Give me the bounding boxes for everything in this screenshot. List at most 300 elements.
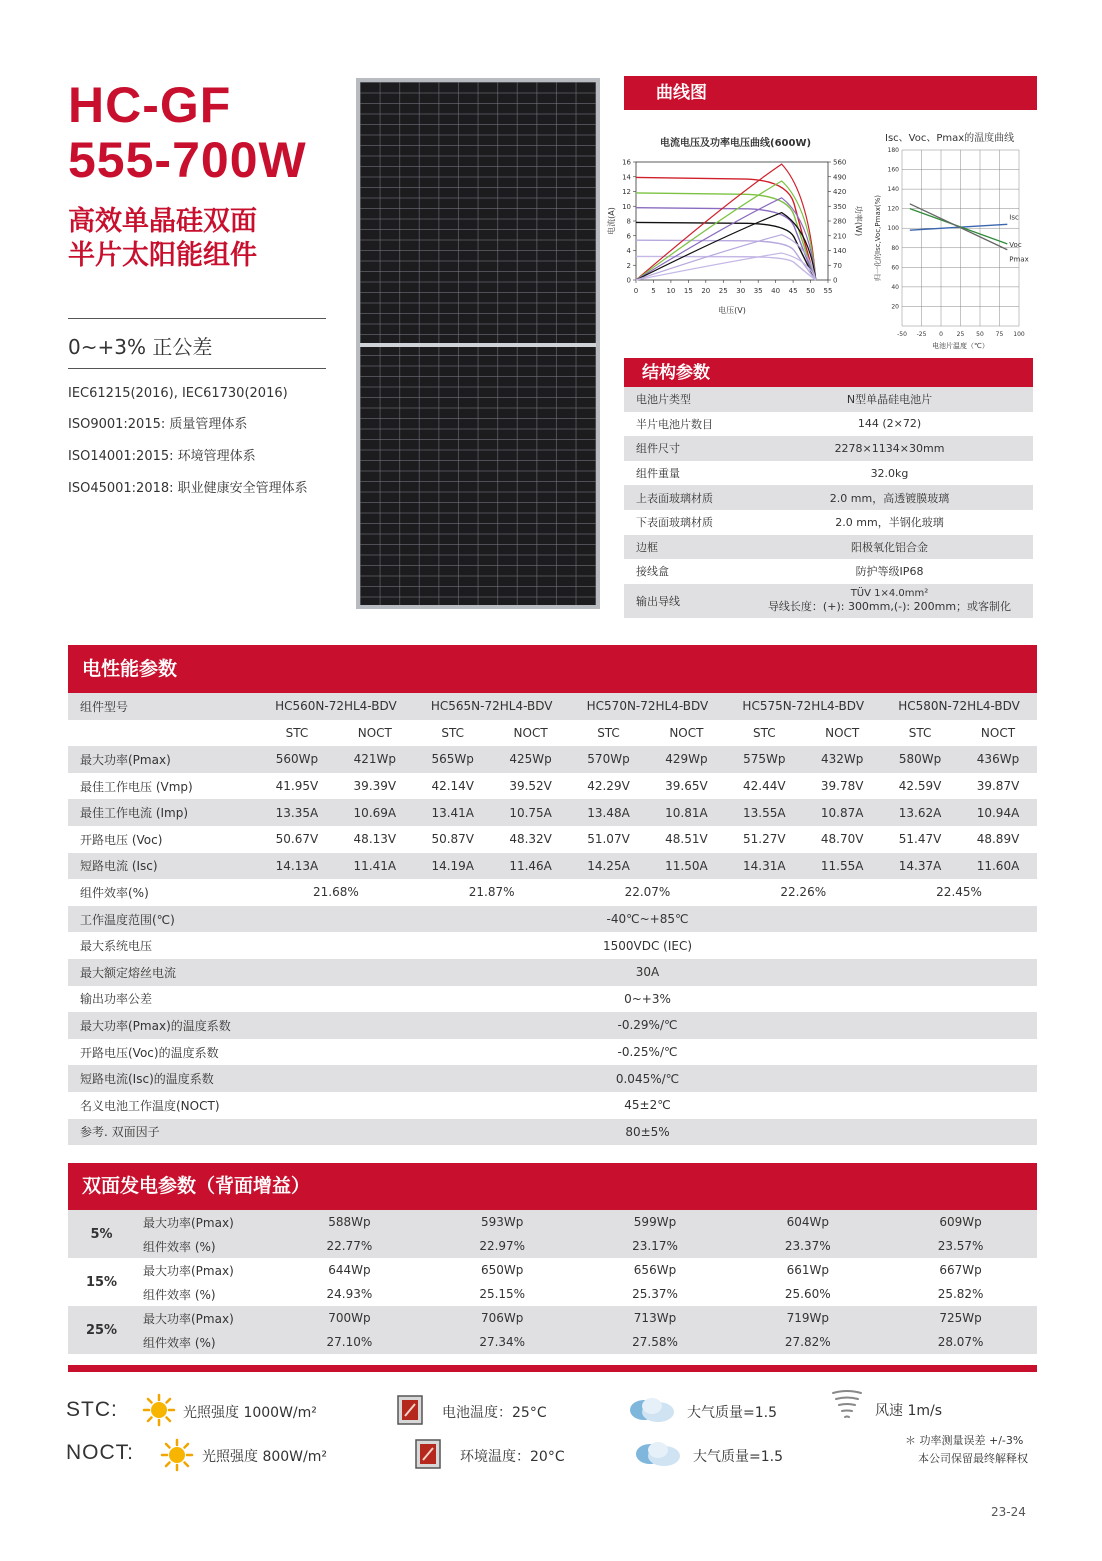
parameter-value: 436Wp bbox=[959, 746, 1037, 773]
efficiency-row bbox=[68, 879, 1037, 906]
common-parameter-row bbox=[68, 959, 1037, 986]
cert-iso9001: ISO9001:2015: 质量管理体系 bbox=[68, 417, 248, 432]
y2-tick-label: 350 bbox=[833, 202, 847, 211]
parameter-value: 13.62A bbox=[881, 799, 959, 826]
y-tick-label: 16 bbox=[622, 158, 631, 167]
structure-row bbox=[624, 485, 1033, 510]
structure-row bbox=[624, 461, 1033, 486]
y-tick-label: 2 bbox=[626, 261, 631, 270]
structure-label: 接线盒 bbox=[636, 565, 669, 579]
pmax-label: 最大功率(Pmax) bbox=[135, 1306, 273, 1330]
parameter-value: 10.94A bbox=[959, 799, 1037, 826]
y-axis-label: 归一化的Isc,Voc,Pmax(%) bbox=[874, 195, 882, 281]
parameter-row bbox=[68, 773, 1037, 800]
power-tolerance: 0~+3% 正公差 bbox=[68, 335, 213, 359]
common-parameter-value: -0.29%/℃ bbox=[258, 1012, 1037, 1039]
cell-temperature-icon bbox=[396, 1394, 424, 1426]
efficiency-label: 组件效率 (%) bbox=[135, 1234, 273, 1258]
bifacial-efficiency-value: 23.17% bbox=[579, 1234, 732, 1258]
y-tick-label: 10 bbox=[622, 202, 631, 211]
efficiency-value: 21.68% bbox=[313, 885, 359, 900]
parameter-value: 425Wp bbox=[492, 746, 570, 773]
panel-center-busbar bbox=[360, 343, 596, 347]
bifacial-section-header: 双面发电参数（背面增益） bbox=[68, 1163, 1037, 1210]
structure-label: 输出导线 bbox=[624, 584, 746, 618]
structure-value-text: 32.0kg bbox=[870, 466, 909, 480]
structure-label: 组件重量 bbox=[636, 467, 680, 481]
bifacial-pmax-value: 588Wp bbox=[273, 1210, 426, 1234]
bifacial-pmax-value: 700Wp bbox=[273, 1306, 426, 1330]
parameter-value: 575Wp bbox=[725, 746, 803, 773]
structure-label: 上表面玻璃材质 bbox=[624, 485, 746, 510]
parameter-label: 最佳工作电压 (Vmp) bbox=[80, 779, 193, 794]
parameter-value: 13.55A bbox=[725, 799, 803, 826]
gain-level: 15% bbox=[85, 1274, 118, 1290]
parameter-value: 39.87V bbox=[976, 779, 1020, 794]
model-row bbox=[68, 693, 1037, 720]
y2-tick-label: 140 bbox=[833, 247, 847, 255]
bifacial-group bbox=[68, 1306, 1037, 1354]
bifacial-efficiency-row bbox=[68, 1234, 1037, 1258]
parameter-value: 41.95V bbox=[275, 779, 319, 794]
common-parameter-label: 最大额定熔丝电流 bbox=[68, 959, 258, 986]
common-parameter-value: -0.25%/℃ bbox=[617, 1045, 678, 1060]
temperature-curve-chart bbox=[868, 142, 1033, 352]
y2-tick-label: 70 bbox=[833, 261, 842, 270]
common-parameter-value: 80±5% bbox=[258, 1119, 1037, 1146]
structure-row bbox=[624, 412, 1033, 437]
x-tick-label: 35 bbox=[753, 287, 763, 295]
parameter-value: 42.59V bbox=[898, 779, 942, 794]
divider-top bbox=[68, 318, 326, 319]
structure-label: 半片电池片数目 bbox=[636, 417, 713, 431]
common-parameter-value: 0.045%/℃ bbox=[258, 1065, 1037, 1092]
parameter-value: 565Wp bbox=[414, 746, 492, 773]
parameter-value: 13.35A bbox=[258, 799, 336, 826]
pv-curve bbox=[636, 181, 816, 280]
parameter-value: 14.31A bbox=[725, 853, 803, 880]
parameter-label: 最大功率(Pmax) bbox=[68, 746, 258, 773]
parameter-value: 13.48A bbox=[570, 799, 648, 826]
model-name: HC580N-72HL4-BDV bbox=[881, 693, 1037, 720]
bifacial-pmax-value: 593Wp bbox=[426, 1210, 579, 1234]
cloud-icon bbox=[626, 1394, 678, 1424]
y-tick-label: 20 bbox=[891, 303, 899, 311]
x-tick-label: 0 bbox=[939, 331, 943, 338]
bifacial-efficiency-value: 27.10% bbox=[273, 1330, 426, 1354]
common-parameter-value: 0~+3% bbox=[624, 991, 671, 1006]
parameter-value: 10.69A bbox=[336, 799, 414, 826]
x-axis-label: 电压(V) bbox=[718, 306, 746, 315]
efficiency-label: 组件效率 (%) bbox=[135, 1330, 273, 1354]
parameter-value: 432Wp bbox=[803, 746, 881, 773]
structure-value bbox=[746, 436, 1033, 461]
noct-air-mass: 大气质量=1.5 bbox=[693, 1449, 783, 1465]
noct-header: NOCT bbox=[513, 725, 548, 740]
parameter-value: 42.44V bbox=[743, 779, 786, 794]
sun-icon bbox=[160, 1438, 194, 1472]
parameter-value: 421Wp bbox=[336, 746, 414, 773]
y-tick-label: 100 bbox=[887, 225, 899, 233]
parameter-value: 51.47V bbox=[898, 832, 942, 847]
bifacial-group bbox=[68, 1258, 1037, 1306]
gain-level: 5% bbox=[68, 1210, 135, 1258]
bifacial-efficiency-value: 24.93% bbox=[326, 1287, 373, 1301]
parameter-value: 11.55A bbox=[803, 853, 881, 880]
y2-tick-label: 490 bbox=[833, 173, 847, 182]
common-parameter-label: 最大功率(Pmax)的温度系数 bbox=[68, 1012, 258, 1039]
parameter-value: 560Wp bbox=[258, 746, 336, 773]
structure-label: 边框 bbox=[624, 535, 746, 560]
series-label: Isc bbox=[1009, 213, 1019, 222]
bifacial-group bbox=[68, 1210, 1037, 1258]
parameter-value: 48.13V bbox=[353, 832, 397, 847]
stc-cell-temperature: 电池温度：25°C bbox=[442, 1405, 547, 1421]
parameter-value: 39.52V bbox=[509, 779, 552, 794]
structure-value bbox=[746, 485, 1033, 510]
parameter-value: 13.41A bbox=[414, 799, 492, 826]
bifacial-efficiency-value: 23.37% bbox=[731, 1234, 884, 1258]
efficiency-value: 22.45% bbox=[936, 885, 982, 900]
efficiency-value: 21.87% bbox=[468, 885, 515, 900]
model-name: HC575N-72HL4-BDV bbox=[725, 693, 881, 720]
efficiency-value: 22.26% bbox=[780, 885, 827, 900]
stc-header: STC bbox=[285, 725, 309, 740]
product-subtitle bbox=[68, 205, 257, 273]
stc-label: STC: bbox=[66, 1398, 118, 1421]
bifacial-pmax-row bbox=[68, 1306, 1037, 1330]
parameter-value: 50.87V bbox=[431, 832, 474, 847]
noct-irradiance: 光照强度 800W/m² bbox=[202, 1449, 327, 1465]
x-tick-label: 40 bbox=[771, 287, 781, 295]
parameter-value: 14.13A bbox=[258, 853, 336, 880]
y-tick-label: 4 bbox=[626, 247, 631, 255]
common-parameter-value: -40℃~+85℃ bbox=[258, 906, 1037, 933]
parameter-value: 10.81A bbox=[647, 799, 725, 826]
parameter-value: 42.14V bbox=[431, 779, 474, 794]
electrical-table bbox=[68, 693, 1037, 1145]
bifacial-efficiency-value: 22.97% bbox=[426, 1234, 579, 1258]
bifacial-efficiency-value: 22.77% bbox=[273, 1234, 426, 1258]
x-axis-label: 电池片温度（℃） bbox=[932, 342, 989, 350]
efficiency-label: 组件效率(%) bbox=[80, 885, 149, 900]
y2-tick-label: 560 bbox=[833, 158, 847, 167]
rights-reserved-note: 本公司保留最终解释权 bbox=[918, 1452, 1028, 1465]
y2-tick-label: 210 bbox=[833, 232, 847, 241]
x-tick-label: 50 bbox=[806, 287, 816, 295]
subtitle-line-1: 高效单晶硅双面 bbox=[68, 206, 257, 237]
model-series: HC-GF bbox=[68, 77, 232, 133]
model-title bbox=[68, 78, 307, 188]
common-parameter-row bbox=[68, 1092, 1037, 1119]
bifacial-pmax-value: 650Wp bbox=[481, 1263, 524, 1277]
sun-icon bbox=[142, 1393, 176, 1427]
structure-value-text: 阳极氧化铝合金 bbox=[851, 540, 928, 554]
solar-panel-image bbox=[356, 78, 600, 609]
y-tick-label: 160 bbox=[887, 166, 899, 174]
common-parameter-label: 工作温度范围(℃) bbox=[68, 906, 258, 933]
x-tick-label: 75 bbox=[995, 331, 1004, 338]
cert-iso14001: ISO14001:2015: 环境管理体系 bbox=[68, 449, 256, 464]
parameter-label: 开路电压 (Voc) bbox=[80, 832, 163, 847]
pmax-label: 最大功率(Pmax) bbox=[135, 1210, 273, 1234]
structure-row bbox=[624, 387, 1033, 412]
parameter-value: 11.50A bbox=[647, 853, 725, 880]
parameter-value: 570Wp bbox=[570, 746, 648, 773]
x-tick-label: 45 bbox=[788, 287, 798, 295]
common-parameter-row bbox=[68, 1065, 1037, 1092]
curve-section-header: 曲线图 bbox=[624, 76, 1037, 110]
parameter-value: 51.07V bbox=[587, 832, 630, 847]
bifacial-efficiency-value: 27.58% bbox=[579, 1330, 732, 1354]
structure-value-text: 防护等级IP68 bbox=[855, 565, 924, 579]
common-parameter-label: 名义电池工作温度(NOCT) bbox=[80, 1098, 220, 1113]
bifacial-efficiency-value: 25.37% bbox=[632, 1287, 678, 1301]
x-tick-label: 25 bbox=[956, 331, 965, 338]
bifacial-pmax-value: 713Wp bbox=[579, 1306, 732, 1330]
stc-wind-speed: 风速 1m/s bbox=[875, 1403, 943, 1419]
parameter-value: 39.78V bbox=[820, 779, 864, 794]
parameter-row bbox=[68, 746, 1037, 773]
x-tick-label: 20 bbox=[701, 287, 711, 295]
bifacial-pmax-value: 661Wp bbox=[786, 1263, 829, 1277]
efficiency-value: 22.07% bbox=[624, 885, 671, 900]
parameter-value: 11.41A bbox=[336, 853, 414, 880]
x-tick-label: 100 bbox=[1013, 331, 1025, 338]
model-name: HC565N-72HL4-BDV bbox=[414, 693, 570, 720]
parameter-value: 48.89V bbox=[976, 832, 1020, 847]
measurement-tolerance-note: ＊ 功率测量误差 +/-3% bbox=[905, 1434, 1024, 1447]
structure-value-text: 2.0 mm，半钢化玻璃 bbox=[835, 516, 944, 530]
subtitle-line-2: 半片太阳能组件 bbox=[68, 240, 257, 271]
y2-tick-label: 420 bbox=[833, 188, 847, 196]
bifacial-pmax-value: 706Wp bbox=[426, 1306, 579, 1330]
parameter-row bbox=[68, 826, 1037, 853]
cloud-icon bbox=[632, 1438, 684, 1468]
cert-iec: IEC61215(2016), IEC61730(2016) bbox=[68, 386, 288, 401]
structure-section-header: 结构参数 bbox=[624, 358, 1033, 388]
y-tick-label: 0 bbox=[626, 276, 631, 285]
y-tick-label: 120 bbox=[887, 205, 899, 213]
structure-value bbox=[746, 412, 1033, 437]
parameter-value: 11.60A bbox=[959, 853, 1037, 880]
x-tick-label: 30 bbox=[736, 287, 746, 295]
structure-row bbox=[624, 559, 1033, 584]
bifacial-efficiency-value: 25.82% bbox=[937, 1287, 984, 1301]
common-parameter-label: 短路电流(Isc)的温度系数 bbox=[68, 1065, 258, 1092]
bifacial-efficiency-value: 28.07% bbox=[884, 1330, 1037, 1354]
gain-level: 25% bbox=[68, 1306, 135, 1354]
x-tick-label: 0 bbox=[633, 287, 639, 295]
structure-table bbox=[624, 387, 1033, 618]
structure-value-text: TÜV 1×4.0mm² bbox=[850, 588, 929, 600]
noct-label: NOCT: bbox=[66, 1441, 134, 1464]
bifacial-efficiency-row bbox=[68, 1330, 1037, 1354]
model-name: HC560N-72HL4-BDV bbox=[258, 693, 414, 720]
common-parameter-label: 输出功率公差 bbox=[80, 992, 153, 1007]
bifacial-pmax-value: 604Wp bbox=[731, 1210, 884, 1234]
structure-row bbox=[624, 510, 1033, 535]
structure-value-text-2: 导线长度：(+): 300mm,(-): 200mm；或客制化 bbox=[767, 600, 1012, 614]
common-parameter-value: 45±2℃ bbox=[624, 1098, 671, 1113]
parameter-value: 14.25A bbox=[570, 853, 648, 880]
structure-row bbox=[624, 436, 1033, 461]
x-tick-label: 15 bbox=[683, 287, 693, 295]
efficiency-label: 组件效率 (%) bbox=[143, 1287, 216, 1302]
common-parameter-label: 参考. 双面因子 bbox=[68, 1119, 258, 1146]
page-number: 23-24 bbox=[991, 1505, 1026, 1519]
stc-irradiance: 光照强度 1000W/m² bbox=[183, 1405, 317, 1421]
y-axis-label: 电流(A) bbox=[607, 207, 616, 235]
chart-iv-title: 电流电压及功率电压曲线(600W) bbox=[660, 138, 812, 149]
x-tick-label: 10 bbox=[666, 287, 676, 295]
common-parameter-label: 最大系统电压 bbox=[80, 939, 153, 954]
structure-label: 电池片类型 bbox=[624, 387, 746, 412]
divider-bottom bbox=[68, 368, 326, 369]
x-tick-label: 50 bbox=[976, 331, 984, 338]
bifacial-pmax-value: 667Wp bbox=[939, 1263, 982, 1277]
parameter-value: 42.29V bbox=[587, 779, 630, 794]
bifacial-pmax-row bbox=[68, 1210, 1037, 1234]
noct-ambient-temperature: 环境温度：20°C bbox=[460, 1449, 565, 1465]
stc-header: STC bbox=[441, 725, 465, 740]
bifacial-pmax-value: 719Wp bbox=[731, 1306, 884, 1330]
bifacial-pmax-value: 656Wp bbox=[633, 1263, 677, 1277]
y-tick-label: 60 bbox=[891, 264, 899, 272]
bifacial-pmax-value: 599Wp bbox=[579, 1210, 732, 1234]
stc-air-mass: 大气质量=1.5 bbox=[687, 1405, 777, 1421]
structure-row bbox=[624, 535, 1033, 560]
noct-header: NOCT bbox=[357, 725, 392, 740]
parameter-value: 10.87A bbox=[803, 799, 881, 826]
y-tick-label: 80 bbox=[891, 244, 899, 252]
common-parameter-value: 1500VDC (IEC) bbox=[602, 938, 693, 953]
parameter-value: 51.27V bbox=[743, 832, 786, 847]
structure-value bbox=[746, 535, 1033, 560]
x-tick-label: -25 bbox=[916, 331, 927, 338]
ambient-temperature-icon bbox=[414, 1438, 442, 1470]
parameter-value: 39.65V bbox=[665, 779, 708, 794]
bifacial-pmax-row bbox=[68, 1258, 1037, 1282]
common-parameter-row bbox=[68, 932, 1037, 959]
y-tick-label: 180 bbox=[887, 147, 899, 154]
parameter-value: 50.67V bbox=[275, 832, 319, 847]
series-label: Pmax bbox=[1009, 255, 1029, 264]
y-tick-label: 12 bbox=[622, 188, 631, 196]
model-label: 组件型号 bbox=[68, 693, 258, 720]
structure-value bbox=[746, 510, 1033, 535]
parameter-row bbox=[68, 799, 1037, 826]
structure-value-text: 144 (2×72) bbox=[857, 417, 922, 431]
parameter-value: 39.39V bbox=[353, 779, 397, 794]
y-tick-label: 40 bbox=[891, 283, 899, 291]
y2-axis-label: 功率(W) bbox=[854, 205, 863, 237]
y-tick-label: 140 bbox=[887, 186, 899, 194]
common-parameter-row bbox=[68, 906, 1037, 933]
model-name: HC570N-72HL4-BDV bbox=[570, 693, 726, 720]
structure-row bbox=[624, 584, 1033, 618]
structure-value-text: N型单晶硅电池片 bbox=[846, 393, 933, 407]
noct-header: NOCT bbox=[669, 725, 704, 740]
parameter-value: 580Wp bbox=[881, 746, 959, 773]
parameter-value: 48.51V bbox=[665, 832, 708, 847]
noct-header: NOCT bbox=[825, 725, 860, 740]
empty-cell bbox=[68, 720, 258, 747]
bifacial-pmax-value: 725Wp bbox=[884, 1306, 1037, 1330]
parameter-value: 10.75A bbox=[492, 799, 570, 826]
parameter-label: 短路电流 (Isc) bbox=[68, 853, 258, 880]
structure-value-text: 2.0 mm，高透镀膜玻璃 bbox=[829, 491, 950, 505]
electrical-section-header: 电性能参数 bbox=[68, 645, 1037, 693]
x-tick-label: 5 bbox=[651, 287, 656, 295]
structure-value bbox=[746, 559, 1033, 584]
iv-curve-chart bbox=[604, 150, 874, 322]
bifacial-efficiency-value: 25.60% bbox=[784, 1287, 831, 1301]
bifacial-pmax-value: 609Wp bbox=[884, 1210, 1037, 1234]
structure-label: 组件尺寸 bbox=[624, 436, 746, 461]
common-parameter-label: 开路电压(Voc)的温度系数 bbox=[80, 1045, 219, 1060]
structure-value-text: 2278×1134×30mm bbox=[834, 441, 945, 455]
common-parameter-row bbox=[68, 986, 1037, 1013]
bifacial-table bbox=[68, 1210, 1037, 1354]
y-tick-label: 14 bbox=[622, 173, 631, 182]
wind-tornado-icon bbox=[829, 1388, 865, 1420]
condition-row bbox=[68, 720, 1037, 747]
parameter-value: 14.37A bbox=[881, 853, 959, 880]
series-label: Voc bbox=[1009, 240, 1022, 249]
pmax-label: 最大功率(Pmax) bbox=[143, 1263, 234, 1278]
chart-temp-title: Isc、Voc、Pmax的温度曲线 bbox=[885, 133, 1015, 144]
parameter-value: 429Wp bbox=[647, 746, 725, 773]
series-line bbox=[910, 204, 1008, 250]
structure-label: 下表面玻璃材质 bbox=[636, 516, 713, 530]
bifacial-efficiency-value: 23.57% bbox=[884, 1234, 1037, 1258]
bifacial-efficiency-row bbox=[68, 1282, 1037, 1306]
bifacial-efficiency-value: 27.82% bbox=[731, 1330, 884, 1354]
stc-header: STC bbox=[908, 725, 932, 740]
bifacial-efficiency-value: 27.34% bbox=[426, 1330, 579, 1354]
y2-tick-label: 0 bbox=[833, 276, 838, 285]
noct-header: NOCT bbox=[980, 725, 1016, 740]
parameter-label: 最佳工作电流 (Imp) bbox=[68, 799, 258, 826]
parameter-value: 48.70V bbox=[820, 832, 864, 847]
bifacial-efficiency-value: 25.15% bbox=[479, 1287, 526, 1301]
common-parameter-value: 30A bbox=[258, 959, 1037, 986]
common-parameter-row bbox=[68, 1119, 1037, 1146]
parameter-value: 14.19A bbox=[414, 853, 492, 880]
bifacial-bottom-bar bbox=[68, 1365, 1037, 1372]
parameter-value: 48.32V bbox=[509, 832, 552, 847]
stc-header: STC bbox=[597, 725, 620, 740]
parameter-row bbox=[68, 853, 1037, 880]
x-tick-label: 55 bbox=[823, 287, 833, 295]
common-parameter-row bbox=[68, 1039, 1037, 1066]
structure-value bbox=[746, 584, 1033, 618]
x-tick-label: -50 bbox=[897, 331, 907, 338]
structure-value bbox=[746, 461, 1033, 486]
structure-value bbox=[746, 387, 1033, 412]
bifacial-pmax-value: 644Wp bbox=[328, 1263, 371, 1277]
common-parameter-row bbox=[68, 1012, 1037, 1039]
x-tick-label: 25 bbox=[718, 287, 728, 295]
cert-iso45001: ISO45001:2018: 职业健康安全管理体系 bbox=[68, 481, 308, 496]
parameter-value: 11.46A bbox=[492, 853, 570, 880]
y-tick-label: 6 bbox=[626, 232, 631, 241]
stc-header: STC bbox=[752, 725, 776, 740]
model-power-range: 555-700W bbox=[68, 132, 307, 188]
y-tick-label: 8 bbox=[626, 217, 631, 226]
y2-tick-label: 280 bbox=[833, 217, 847, 226]
